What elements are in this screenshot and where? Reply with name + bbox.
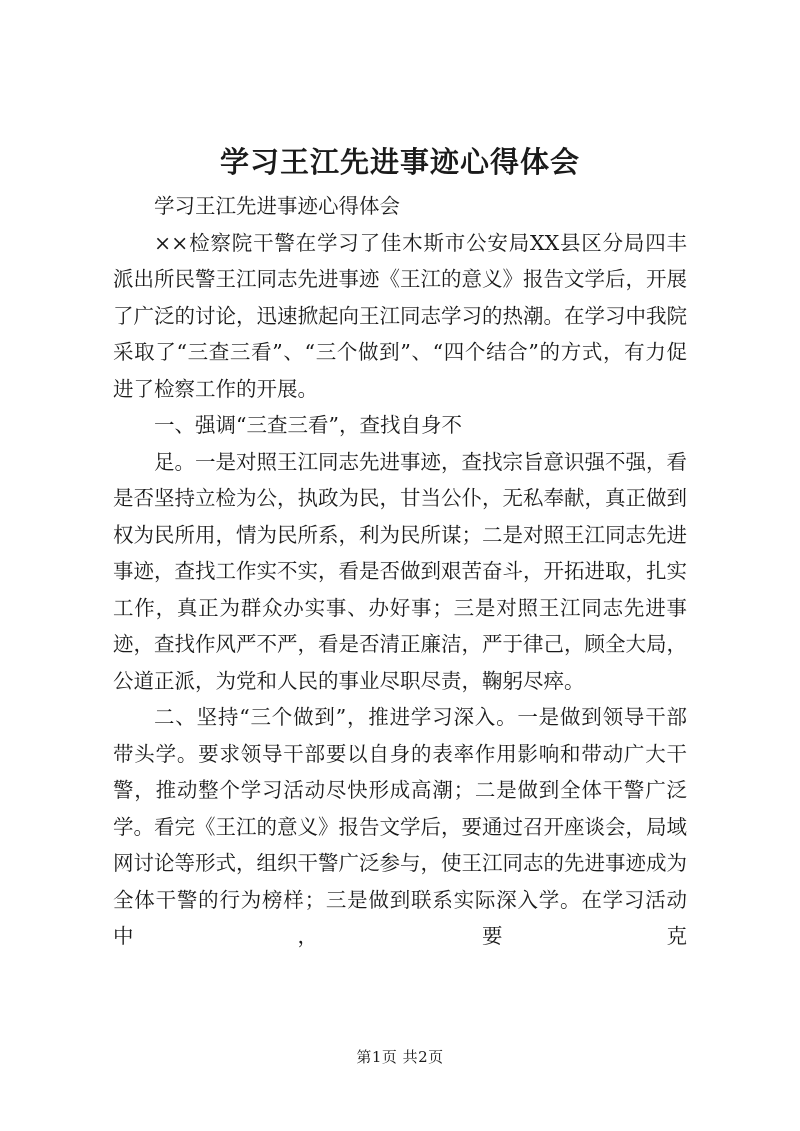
paragraph-section-one-heading: 一、强调“三查三看”，查找自身不	[154, 413, 462, 437]
document-body	[113, 188, 687, 955]
page-number-label: 第1页 共2页	[356, 1048, 444, 1066]
paragraph-section-one-body: 足。一是对照王江同志先进事迹，查找宗旨意识强不强，看是否坚持立检为公，执政为民，甘当公仆，无私奉献，真正做到权为民所用，情为民所系，利为民所谋；二是对照王江同志先进事迹，查找工作实不实，看是否做到艰苦奋斗，开拓进取，扎实工作，真正为群众办实事、办好事；三是对照王江同志先进事迹，查找作风严不严，看是否清正廉洁，严于律己，顾全大局，公道正派，为党和人民的事业尽职尽责，鞠躬尽瘁。	[113, 449, 687, 693]
paragraph-subtitle: 学习王江先进事迹心得体会	[154, 194, 400, 218]
page-footer	[0, 1046, 800, 1067]
paragraph-intro: ××检察院干警在学习了佳木斯市公安局XX县区分局四丰派出所民警王江同志先进事迹《王江的意义》报告文学后，开展了广泛的讨论，迅速掀起向王江同志学习的热潮。在学习中我院采取了“三查三看”、“三个做到”、“四个结合”的方式，有力促进了检察工作的开展。	[113, 230, 687, 401]
paragraph-section-two: 二、坚持“三个做到”，推进学习深入。一是做到领导干部带头学。要求领导干部要以自身的表率作用影响和带动广大干警，推动整个学习活动尽快形成高潮；二是做到全体干警广泛学。看完《王江的意义》报告文学后，要通过召开座谈会，局域网讨论等形式，组织干警广泛参与，使王江同志的先进事迹成为全体干警的行为榜样；三是做到联系实际深入学。在学习活动中，要克	[113, 705, 687, 948]
document-title: 学习王江先进事迹心得体会	[219, 145, 580, 179]
